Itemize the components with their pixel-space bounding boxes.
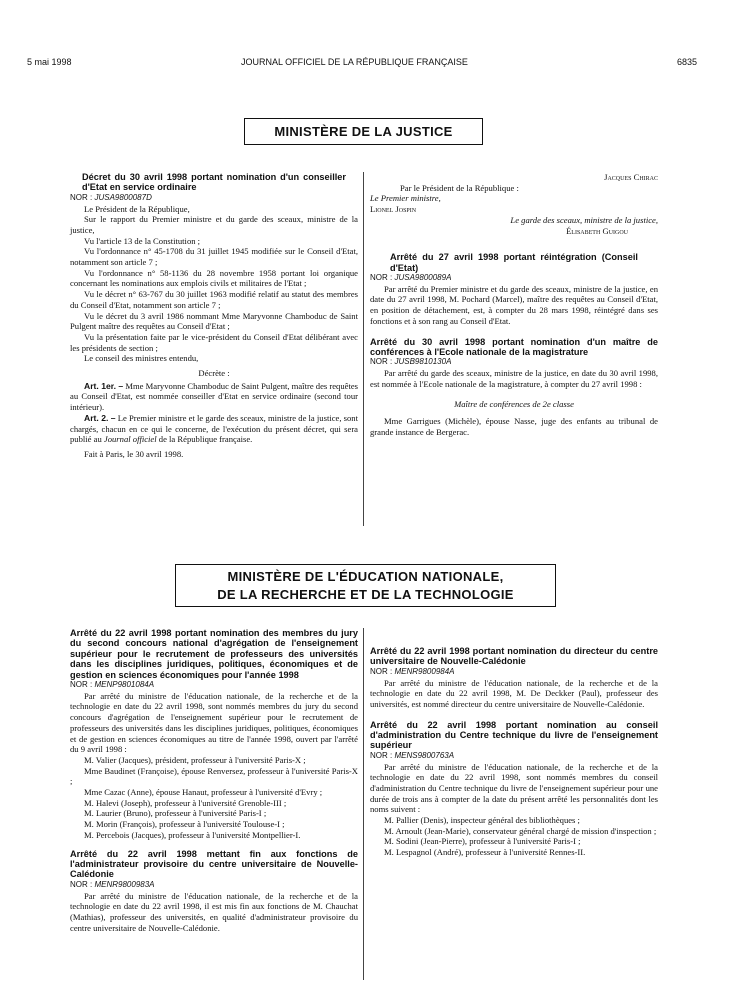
decret-para: Vu le décret du 3 avril 1986 nommant Mme Maryvonne Chamboduc de Saint Pulgent maître des requêtes au Conseil d'Etat ;: [70, 310, 358, 332]
jury-member: M. Valier (Jacques), président, professeur à l'université Paris-X ;: [84, 754, 306, 765]
decret-para: Le Président de la République,: [84, 203, 190, 214]
education-right-column: [370, 642, 658, 858]
column-rule: [363, 172, 364, 526]
arrete-conseil-body: Par arrêté du ministre de l'éducation nationale, de la recherche et de la technologie en date du 22 avril 1998, sont nommés membres du conseil d'administration du Centre technique du livre de l'enseignement supérieur pour une durée de trois ans à compter de la date du présent arrêté les personnalités dont les noms suivent :: [370, 761, 658, 815]
header-page-number: 6835: [677, 57, 698, 67]
conseil-member: M. Arnoult (Jean-Marie), conservateur général chargé de mission d'inspection ;: [384, 825, 657, 836]
signature-premier-ministre: Lionel Jospin: [370, 204, 417, 215]
decret-para: Vu l'ordonnance n° 45-1708 du 31 juillet 1945 modifiée sur le Conseil d'Etat, notamment son article 7 ;: [70, 246, 358, 268]
arrete-magistrature-subhead: Maître de conférences de 2e classe: [454, 399, 574, 410]
signature-par-le-president: Par le Président de la République :: [400, 182, 519, 193]
arrete-reintegration-nor: NOR : JUSA9800089A: [370, 273, 452, 283]
decret-para: Le conseil des ministres entendu,: [84, 353, 199, 364]
conseil-member: M. Lespagnol (André), professeur à l'université Rennes-II.: [384, 847, 586, 858]
section-title-education: [175, 564, 556, 607]
decret-article-1: Art. 1er. – Mme Maryvonne Chamboduc de Saint Pulgent, maître des requêtes au Conseil d'Etat, est nommée conseiller d'Etat en service ordinaire (second tour intérieur).: [70, 380, 359, 413]
decret-para: Vu l'ordonnance n° 58-1136 du 28 novembre 1958 portant loi organique concernant les nominations aux emplois civils et militaires de l'Etat ;: [70, 267, 358, 289]
arrete-fin-fonctions-title: Arrêté du 22 avril 1998 mettant fin aux fonctions de l'administrateur provisoire du centre universitaire de Nouvelle-Calédonie: [70, 848, 358, 880]
decret-title: Décret du 30 avril 1998 portant nomination d'un conseiller d'Etat en service ordinaire: [82, 172, 346, 193]
arrete-magistrature-title: Arrêté du 30 avril 1998 portant nomination d'un maître de conférences à l'Ecole nationale de la magistrature: [370, 336, 658, 357]
jury-member: M. Halevi (Joseph), professeur à l'université Grenoble-III ;: [84, 797, 287, 808]
arrete-conseil-title: Arrêté du 22 avril 1998 portant nomination au conseil d'administration du Centre technique du livre de l'enseignement supérieur: [370, 719, 658, 751]
conseil-member: M. Pallier (Denis), inspecteur général des bibliothèques ;: [384, 815, 580, 826]
jury-member: M. Percebois (Jacques), professeur à l'université Montpellier-I.: [84, 829, 301, 840]
decret-para: Vu la présentation faite par le vice-président du Conseil d'Etat délibérant avec les présidents de section ;: [70, 331, 358, 353]
signature-premier-ministre-label: Le Premier ministre,: [370, 193, 441, 204]
arrete-jury-nor: NOR : MENP9801084A: [70, 680, 155, 690]
section-title-education-line2: DE LA RECHERCHE ET DE LA TECHNOLOGIE: [217, 587, 514, 602]
decret-nor: NOR : JUSA9800087D: [70, 192, 152, 202]
decret-decrete: Décrète :: [198, 368, 230, 379]
signatures-and-arretes-column: [370, 172, 658, 438]
section-title-education-line1: MINISTÈRE DE L'ÉDUCATION NATIONALE,: [227, 569, 504, 584]
decret-fait: Fait à Paris, le 30 avril 1998.: [84, 448, 184, 459]
signature-president: Jacques Chirac: [604, 172, 658, 182]
arrete-jury-title: Arrêté du 22 avril 1998 portant nomination des membres du jury du second concours national d'agrégation de l'enseignement supérieur pour le recrutement de professeurs des universités dans les disciplines juridiques, politiques, économiques et de gestion en sciences économiques pour l'année 1998: [70, 628, 358, 680]
signature-garde: Élisabeth Guigou: [566, 225, 628, 236]
decret-column: [70, 172, 358, 460]
signature-garde-label: Le garde des sceaux, ministre de la justice,: [510, 214, 658, 225]
arrete-fin-fonctions-nor: NOR : MENR9800983A: [70, 879, 155, 889]
arrete-conseil-nor: NOR : MENS9800763A: [370, 750, 455, 760]
arrete-magistrature-nor: NOR : JUSB9810130A: [370, 357, 452, 367]
jury-member: M. Morin (François), professeur à l'université Toulouse-I ;: [84, 819, 285, 830]
section-title-justice: MINISTÈRE DE LA JUSTICE: [244, 118, 483, 145]
arrete-directeur-title: Arrêté du 22 avril 1998 portant nomination du directeur du centre universitaire de Nouvelle-Calédonie: [370, 646, 658, 667]
decret-para: Vu le décret n° 63-767 du 30 juillet 1963 modifié relatif au statut des membres du Conseil d'Etat, notamment son article 7 ;: [70, 289, 358, 310]
arrete-fin-fonctions-body: Par arrêté du ministre de l'éducation nationale, de la recherche et de la technologie en date du 22 avril 1998, il est mis fin aux fonctions de M. Chauchat (Mathias), professeur des universités, en qualité d'administrateur provisoire du centre universitaire de Nouvelle-Calédonie.: [70, 890, 358, 933]
jury-member: Mme Cazac (Anne), épouse Hanaut, professeur à l'université d'Evry ;: [84, 787, 323, 798]
column-rule: [363, 628, 364, 980]
decret-para: Vu l'article 13 de la Constitution ;: [84, 235, 201, 246]
arrete-directeur-body: Par arrêté du ministre de l'éducation nationale, de la recherche et de la technologie en date du 22 avril 1998, M. De Deckker (Paul), professeur des universités, est nommé directeur du centre universitaire de Nouvelle-Calédonie.: [370, 677, 658, 709]
arrete-magistrature-body: Par arrêté du garde des sceaux, ministre de la justice, en date du 30 avril 1998, est nommée à l'Ecole nationale de la magistrature, à compter du 27 avril 1998 :: [370, 368, 658, 389]
arrete-reintegration-title: Arrêté du 27 avril 1998 portant réintégration (Conseil d'Etat): [390, 252, 638, 273]
jury-member: M. Laurier (Bruno), professeur à l'université Paris-I ;: [84, 808, 267, 819]
arrete-reintegration-body: Par arrêté du Premier ministre et du garde des sceaux, ministre de la justice, en date du 27 avril 1998, M. Pochard (Marcel), maître des requêtes au Conseil d'Etat, en position de détachement, est, à compter du 28 mars 1998, réintégré dans ses fonctions et à son rang au Conseil d'Etat.: [370, 283, 658, 326]
arrete-jury-body: Par arrêté du ministre de l'éducation nationale, de la recherche et de la technologie en date du 22 avril 1998, sont nommés membres du jury du second concours d'agrégation de l'enseignement supérieur pour le recrutement de professeurs des universités dans les disciplines juridiques, politiques, économiques et de gestion en sciences économiques au titre de l'année 1998, ouvert par l'arrêté du 9 avril 1998 :: [70, 690, 358, 755]
arrete-directeur-nor: NOR : MENR9800984A: [370, 666, 455, 676]
conseil-member: M. Sodini (Jean-Pierre), professeur à l'université Paris-I ;: [384, 836, 581, 847]
education-left-column: [70, 628, 358, 933]
header-date: 5 mai 1998: [27, 57, 72, 67]
header-journal-title: JOURNAL OFFICIEL DE LA RÉPUBLIQUE FRANÇAISE: [241, 57, 468, 67]
decret-para: Sur le rapport du Premier ministre et du garde des sceaux, ministre de la justice,: [70, 214, 358, 235]
jury-member: Mme Baudinet (Françoise), épouse Renversez, professeur à l'université Paris-X ;: [70, 765, 358, 787]
arrete-magistrature-person: Mme Garrigues (Michèle), épouse Nasse, juge des enfants au tribunal de grande instance de Bergerac.: [370, 416, 658, 437]
decret-article-2: Art. 2. – Le Premier ministre et le garde des sceaux, ministre de la justice, sont chargés, chacun en ce qui le concerne, de l'exécution du présent décret, qui sera publié au Journal officiel de la République française.: [70, 412, 358, 445]
